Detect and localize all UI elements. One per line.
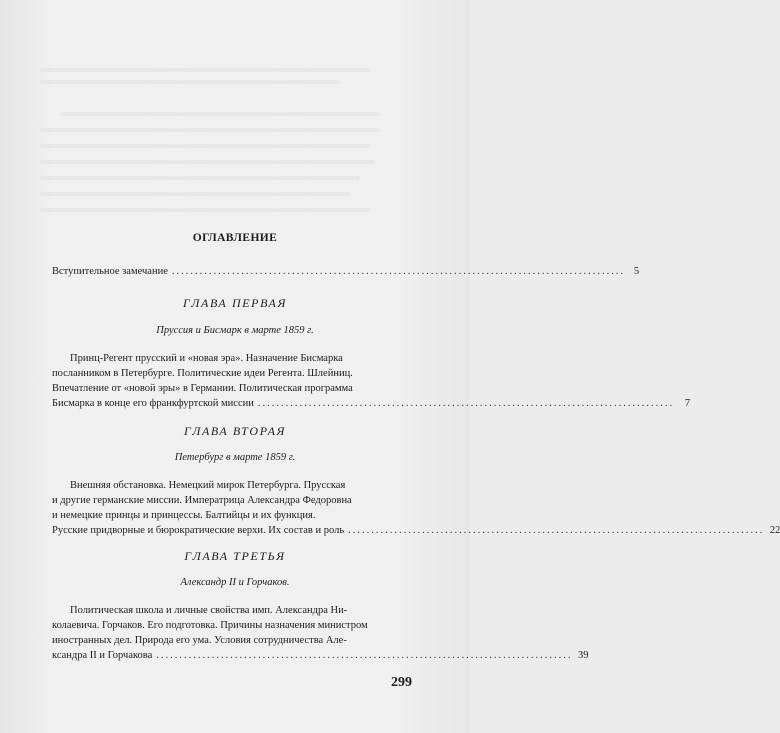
description-line: иностранных дел. Природа его ума. Условия сотрудничества Але- xyxy=(52,635,347,646)
description-line: Политическая школа и личные свойства имп. Александра Ни- xyxy=(70,605,348,616)
toc-entry-label: Вступительное замечание xyxy=(52,266,168,277)
leader-dots: .................................................................................................. xyxy=(171,266,626,277)
show-through-line xyxy=(40,192,350,196)
description-line: Русские придворные и бюрократические верхи. Их состав и роль .......................................................................................... 22 xyxy=(52,525,780,536)
leader-dots: .......................................................................................... xyxy=(348,525,765,536)
description-line: колаевича. Горчаков. Его подготовка. Причины назначения министром xyxy=(52,620,368,631)
chapter-2-title: ГЛАВА ВТОРАЯ xyxy=(183,424,286,438)
show-through-line xyxy=(40,80,340,84)
description-line: Внешняя обстановка. Немецкий мирок Петербурга. Прусская xyxy=(70,480,346,491)
show-through-line xyxy=(40,176,360,180)
toc-entry-page: 5 xyxy=(633,266,640,277)
page-number: 299 xyxy=(391,675,412,690)
description-line: и другие германские миссии. Императрица Александра Федоровна xyxy=(52,495,352,506)
show-through-line xyxy=(40,208,370,212)
chapter-3-title: ГЛАВА ТРЕТЬЯ xyxy=(184,549,286,563)
chapter-2-description xyxy=(52,478,780,538)
description-line: Принц-Регент прусский и «новая эра». Назначение Бисмарка xyxy=(70,353,343,364)
description-line: Бисмарка в конце его франкфуртской миссии .......................................................................................... 7 xyxy=(52,398,691,409)
toc-title: ОГЛАВЛЕНИЕ xyxy=(192,232,278,244)
show-through-line xyxy=(40,160,375,164)
toc-entry-intro xyxy=(52,266,640,277)
toc-entry-page: 39 xyxy=(578,650,589,661)
chapter-2-subtitle: Петербург в марте 1859 г. xyxy=(174,452,296,463)
chapter-1-description xyxy=(52,351,691,411)
description-line: посланником в Петербурге. Политические идеи Регента. Шлейниц. xyxy=(52,368,353,379)
chapter-3-subtitle: Александр II и Горчаков. xyxy=(180,577,290,588)
description-line: ксандра II и Горчакова .......................................................................................... 39 xyxy=(52,650,589,661)
show-through-line xyxy=(40,128,380,132)
chapter-1-subtitle: Пруссия и Бисмарк в марте 1859 г. xyxy=(156,325,314,336)
show-through-line xyxy=(60,112,380,116)
show-through-line xyxy=(40,68,370,72)
toc-entry-page: 22 xyxy=(769,525,780,536)
chapter-1-title: ГЛАВА ПЕРВАЯ xyxy=(183,296,287,310)
show-through-line xyxy=(40,144,370,148)
leader-dots: .......................................................................................... xyxy=(257,398,675,409)
description-line: Впечатление от «новой эры» в Германии. Политическая программа xyxy=(52,383,353,394)
leader-dots: .......................................................................................... xyxy=(156,650,573,661)
toc-entry-page: 7 xyxy=(684,398,691,409)
chapter-3-description xyxy=(52,603,589,663)
description-line: и немецкие принцы и принцессы. Балтийцы и их функция. xyxy=(52,510,316,521)
